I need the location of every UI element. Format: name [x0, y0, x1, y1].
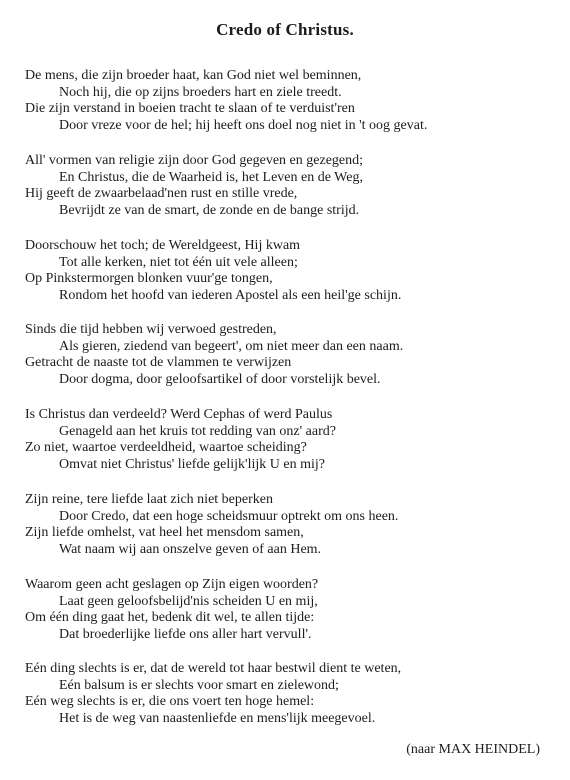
stanza-line: En Christus, die de Waarheid is, het Leven en de Weg,: [59, 169, 363, 185]
stanza-line: Door vreze voor de hel; hij heeft ons doel nog niet in 't oog gevat.: [59, 117, 428, 133]
stanza-3: [25, 238, 555, 304]
stanza-line: Noch hij, die op zijns broeders hart en ziele treedt.: [59, 84, 342, 100]
stanza-line: Eén balsum is er slechts voor smart en zielewond;: [59, 677, 339, 693]
stanza-line: Getracht de naaste tot de vlammen te verwijzen: [25, 355, 292, 371]
stanza-line: Bevrijdt ze van de smart, de zonde en de bange strijd.: [59, 202, 360, 218]
stanza-1: [25, 68, 555, 134]
stanza-line: Op Pinkstermorgen blonken vuur'ge tongen,: [25, 271, 273, 287]
stanza-line: Het is de weg van naastenliefde en mens'lijk meegevoel.: [59, 710, 376, 726]
stanza-line: Wat naam wij aan onszelve geven of aan Hem.: [59, 541, 322, 557]
stanza-line: Zo niet, waartoe verdeeldheid, waartoe scheiding?: [25, 440, 307, 456]
poem-title: Credo of Christus.: [216, 20, 354, 39]
stanza-5: [25, 407, 555, 473]
stanza-8: [25, 661, 555, 727]
stanza-line: Rondom het hoofd van iederen Apostel als een heil'ge schijn.: [59, 287, 402, 303]
stanza-line: De mens, die zijn broeder haat, kan God niet wel beminnen,: [25, 68, 362, 83]
attribution: (naar MAX HEINDEL): [406, 742, 540, 757]
stanza-line: Sinds die tijd hebben wij verwoed gestreden,: [25, 322, 277, 337]
stanza-line: Hij geeft de zwaarbelaad'nen rust en stille vrede,: [25, 186, 298, 202]
stanza-7: [25, 577, 555, 643]
stanza-line: Dat broederlijke liefde ons aller hart vervull'.: [59, 626, 312, 642]
stanza-line: Als gieren, ziedend van begeert', om niet meer dan een naam.: [59, 338, 404, 354]
stanza-line: Door Credo, dat een hoge scheidsmuur optrekt om ons heen.: [59, 508, 399, 524]
stanza-line: Omvat niet Christus' liefde gelijk'lijk U en mij?: [59, 456, 325, 472]
stanza-line: Waarom geen acht geslagen op Zijn eigen woorden?: [25, 577, 319, 592]
stanza-line: Tot alle kerken, niet tot één uit vele alleen;: [59, 254, 298, 270]
stanza-line: Om één ding gaat het, bedenk dit wel, te allen tijde:: [25, 610, 315, 626]
stanza-line: Laat geen geloofsbelijd'nis scheiden U en mij,: [59, 593, 318, 609]
stanza-line: Genageld aan het kruis tot redding van onz' aard?: [59, 423, 336, 439]
stanza-line: Zijn liefde omhelst, vat heel het mensdom samen,: [25, 525, 304, 541]
stanza-line: Door dogma, door geloofsartikel of door vorstelijk bevel.: [59, 371, 381, 387]
stanza-line: Eén ding slechts is er, dat de wereld tot haar bestwil dient te weten,: [25, 661, 402, 676]
stanza-line: Die zijn verstand in boeien tracht te slaan of te verduist'ren: [25, 101, 355, 117]
stanza-6: [25, 492, 555, 558]
stanza-line: Eén weg slechts is er, die ons voert ten hoge hemel:: [25, 694, 315, 710]
stanza-line: Zijn reine, tere liefde laat zich niet beperken: [25, 492, 273, 507]
stanza-line: All' vormen van religie zijn door God gegeven en gezegend;: [25, 153, 364, 168]
stanza-2: [25, 153, 555, 219]
stanza-line: Is Christus dan verdeeld? Werd Cephas of werd Paulus: [25, 407, 333, 422]
stanza-line: Doorschouw het toch; de Wereldgeest, Hij kwam: [25, 238, 301, 253]
stanza-4: [25, 322, 555, 388]
